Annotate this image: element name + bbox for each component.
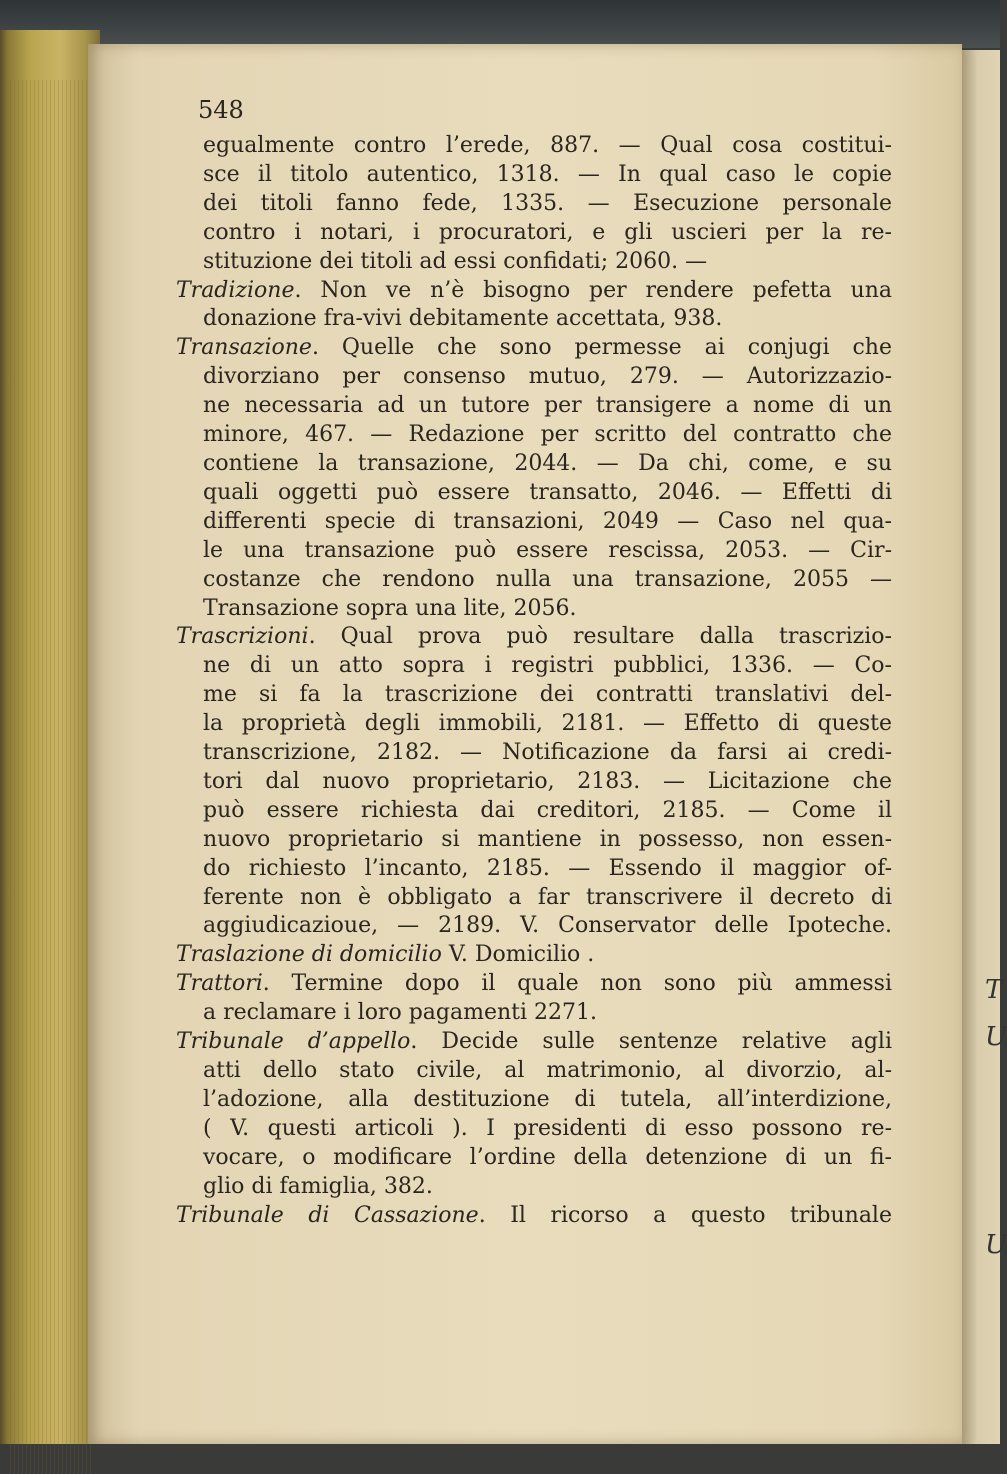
line-text: minore, 467. — Redazione per scritto del contratto che: [203, 422, 892, 448]
line-text: ne necessaria ad un tutore per transigere a nome di un: [203, 393, 892, 419]
text-line: [176, 595, 892, 624]
text-line: [176, 450, 892, 479]
line-text: costanze che rendono nulla una transazione, 2055 —: [203, 566, 892, 592]
line-text: egualmente contro l’erede, 887. — Qual cosa costitui-: [203, 133, 892, 158]
line-text: l’adozione, alla destituzione di tutela, all’interdizione,: [203, 1086, 892, 1112]
line-text: atti dello stato civile, al matrimonio, al divorzio, al-: [203, 1058, 892, 1083]
index-entry-heading-line: [176, 1028, 892, 1057]
line-text: . Quelle che sono permesse ai conjugi che: [311, 335, 892, 361]
text-line: [176, 739, 892, 768]
text-line: [176, 1057, 892, 1086]
line-text: me si fa la trascrizione dei contratti translativi del-: [203, 682, 892, 708]
line-text: tori dal nuovo proprietario, 2183. — Licitazione che: [203, 768, 892, 794]
line-text: aggiudicazioue, — 2189. V. Conservator delle Ipoteche.: [203, 913, 892, 939]
index-entry-heading-line: [176, 1202, 892, 1231]
line-text: le una transazione può essere rescissa, 2053. — Cir-: [203, 537, 892, 563]
text-line: [176, 421, 892, 450]
line-text: . Non ve n’è bisogno per rendere pefetta una: [294, 277, 892, 303]
line-text: . Qual prova può resultare dalla trascrizio-: [308, 624, 892, 650]
book-page-edges: [0, 30, 100, 1444]
line-text: differenti specie di transazioni, 2049 — Caso nel qua-: [203, 508, 892, 534]
text-line: [176, 1115, 892, 1144]
index-entry-heading-line: [176, 941, 892, 970]
entry-heading: Tribunale d’appello: [176, 1029, 411, 1055]
index-entry-heading-line: [176, 623, 892, 652]
text-line: [176, 508, 892, 537]
line-text: transcrizione, 2182. — Notificazione da farsi ai credi-: [203, 740, 892, 766]
line-text: divorziano per consenso mutuo, 279. — Autorizzazio-: [203, 364, 892, 390]
text-line: [176, 566, 892, 595]
line-text: Transazione sopra una lite, 2056.: [203, 595, 577, 621]
text-line: [176, 392, 892, 421]
facing-page-glyph: U: [985, 1022, 1007, 1052]
text-line: [176, 681, 892, 710]
text-line: [176, 537, 892, 566]
line-text: nuovo proprietario si mantiene in possesso, non essen-: [203, 826, 892, 852]
line-text: V. Domicilio .: [441, 942, 595, 968]
facing-page-glyph: T: [985, 975, 1003, 1005]
line-text: contiene la transazione, 2044. — Da chi, come, e su: [203, 450, 892, 476]
text-line: [176, 1144, 892, 1173]
page-number: 548: [198, 96, 244, 124]
entry-heading: Trattori: [176, 971, 263, 997]
line-text: sce il titolo autentico, 1318. — In qual caso le copie: [203, 161, 892, 187]
line-text: donazione fra-vivi debitamente accettata, 938.: [203, 306, 723, 332]
line-text: . Decide sulle sentenze relative agli: [410, 1029, 892, 1055]
text-line: [176, 652, 892, 681]
text-line: [176, 768, 892, 797]
line-text: . Il ricorso a questo tribunale: [478, 1202, 892, 1228]
text-line: [176, 190, 892, 219]
text-line: [176, 219, 892, 248]
index-entry-heading-line: [176, 277, 892, 306]
book-cover-top: [0, 0, 1000, 48]
line-text: stituzione dei titoli ad essi confidati; 2060. —: [203, 248, 708, 274]
index-text: [176, 132, 892, 1230]
text-line: [176, 479, 892, 508]
line-text: ( V. questi articoli ). I presidenti di esso possono re-: [203, 1115, 892, 1141]
text-line: [176, 305, 892, 334]
line-text: ne di un atto sopra i registri pubblici, 1336. — Co-: [203, 653, 892, 679]
line-text: la proprietà degli immobili, 2181. — Effetto di queste: [203, 711, 892, 737]
line-text: a reclamare i loro pagamenti 2271.: [203, 1000, 597, 1026]
line-text: glio di famiglia, 382.: [203, 1173, 433, 1199]
line-text: può essere richiesta dai creditori, 2185. — Come il: [203, 797, 892, 823]
line-text: quali oggetti può essere transatto, 2046. — Effetti di: [203, 479, 892, 505]
index-entry-heading-line: [176, 334, 892, 363]
text-line: [176, 710, 892, 739]
text-line: [176, 797, 892, 826]
line-text: contro i notari, i procuratori, e gli uscieri per la re-: [203, 219, 892, 245]
entry-heading: Traslazione di domicilio: [176, 942, 442, 968]
text-line: [176, 363, 892, 392]
line-text: vocare, o modificare l’ordine della detenzione di un fi-: [203, 1144, 892, 1170]
entry-heading: Transazione: [176, 335, 312, 361]
index-entry-heading-line: [176, 970, 892, 999]
line-text: dei titoli fanno fede, 1335. — Esecuzione personale: [203, 190, 892, 216]
text-line: [176, 248, 892, 277]
line-text: . Termine dopo il quale non sono più ammessi: [262, 971, 892, 997]
entry-heading: Tradizione: [176, 277, 295, 303]
text-line: [176, 884, 892, 913]
text-line: [176, 1086, 892, 1115]
entry-heading: Trascrizioni: [176, 624, 309, 650]
text-line: [176, 912, 892, 941]
text-line: [176, 1173, 892, 1202]
text-line: [176, 855, 892, 884]
text-line: [176, 161, 892, 190]
text-line: [176, 826, 892, 855]
text-line: [176, 999, 892, 1028]
line-text: do richiesto l’incanto, 2185. — Essendo il maggior of-: [203, 855, 892, 881]
facing-page-glyph: U: [985, 1230, 1007, 1260]
entry-heading: Tribunale di Cassazione: [176, 1202, 479, 1228]
text-line: [176, 132, 892, 161]
line-text: ferente non è obbligato a far transcrivere il decreto di: [203, 884, 892, 910]
